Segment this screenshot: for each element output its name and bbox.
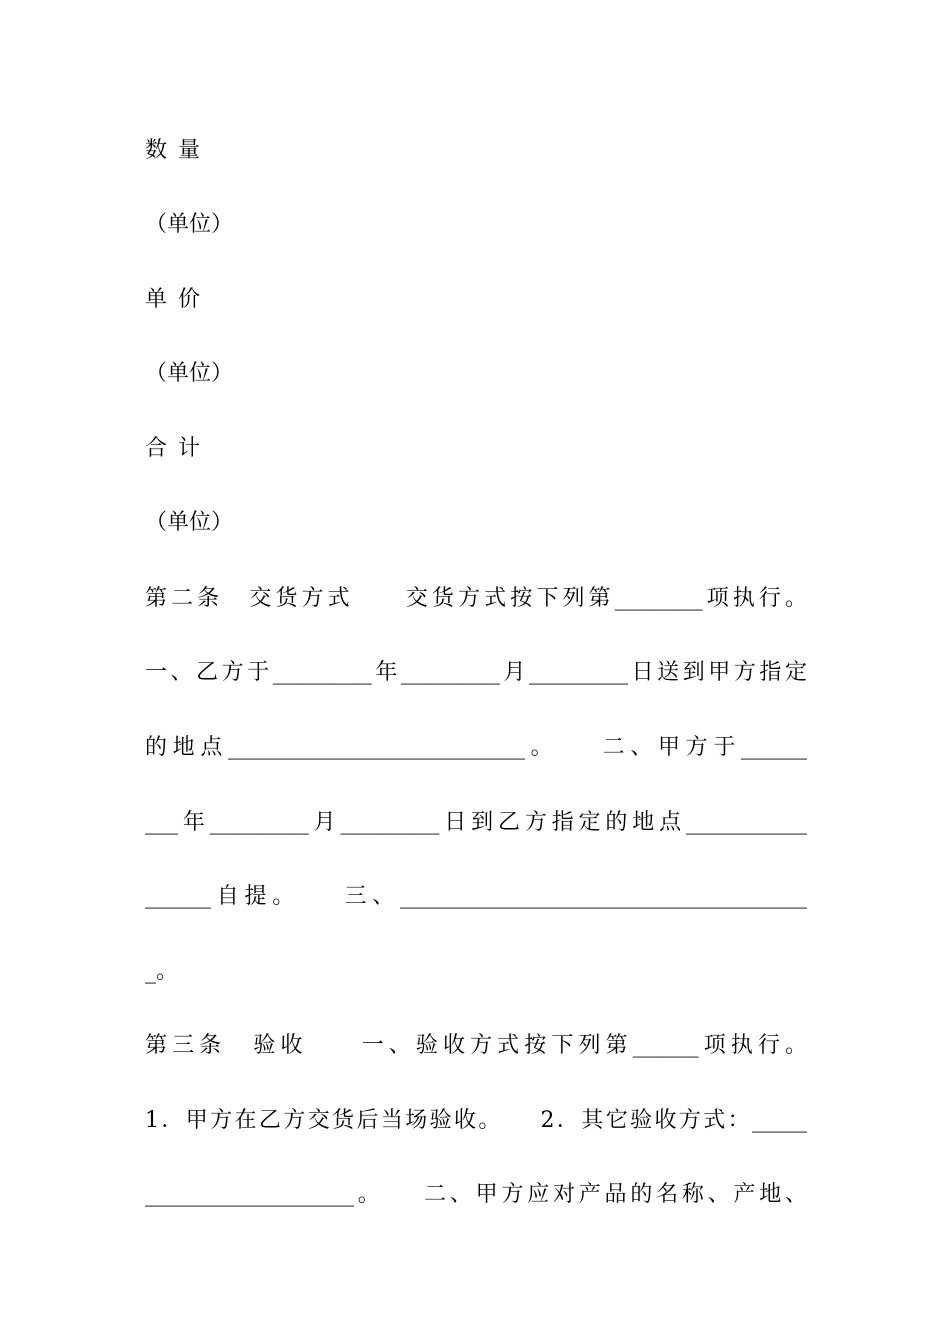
unit-label-quantity: （单位） xyxy=(145,212,234,237)
article-3-line-1: 1．甲方在乙方交货后当场验收。 2．其它验收方式：_____ xyxy=(145,1108,807,1133)
article-2-line-1: 一、乙方于_________年_________月_________日送到甲方指定 xyxy=(145,660,807,685)
row-label-quantity: 数 量 xyxy=(145,138,202,163)
article-3-heading-line: 第三条 验收 一、验收方式按下列第______项执行。 xyxy=(145,1033,807,1058)
article-2-line-2: 的地点___________________________。 二、甲方于______ xyxy=(145,735,807,760)
article-2-line-5: _。 xyxy=(145,959,179,984)
article-2-line-3: ___年_________月_________日到乙方指定的地点___________ xyxy=(145,810,807,835)
unit-label-total: （单位） xyxy=(145,510,234,535)
article-3-line-2: ___________________。 二、甲方应对产品的名称、产地、 xyxy=(145,1182,807,1207)
unit-label-unit-price: （单位） xyxy=(145,361,234,386)
row-label-total: 合 计 xyxy=(145,436,202,461)
article-2-line-4: ______自提。 三、_____________________________________ xyxy=(145,884,807,909)
article-2-heading-line: 第二条 交货方式 交货方式按下列第________项执行。 xyxy=(145,586,807,611)
row-label-unit-price: 单 价 xyxy=(145,287,202,312)
